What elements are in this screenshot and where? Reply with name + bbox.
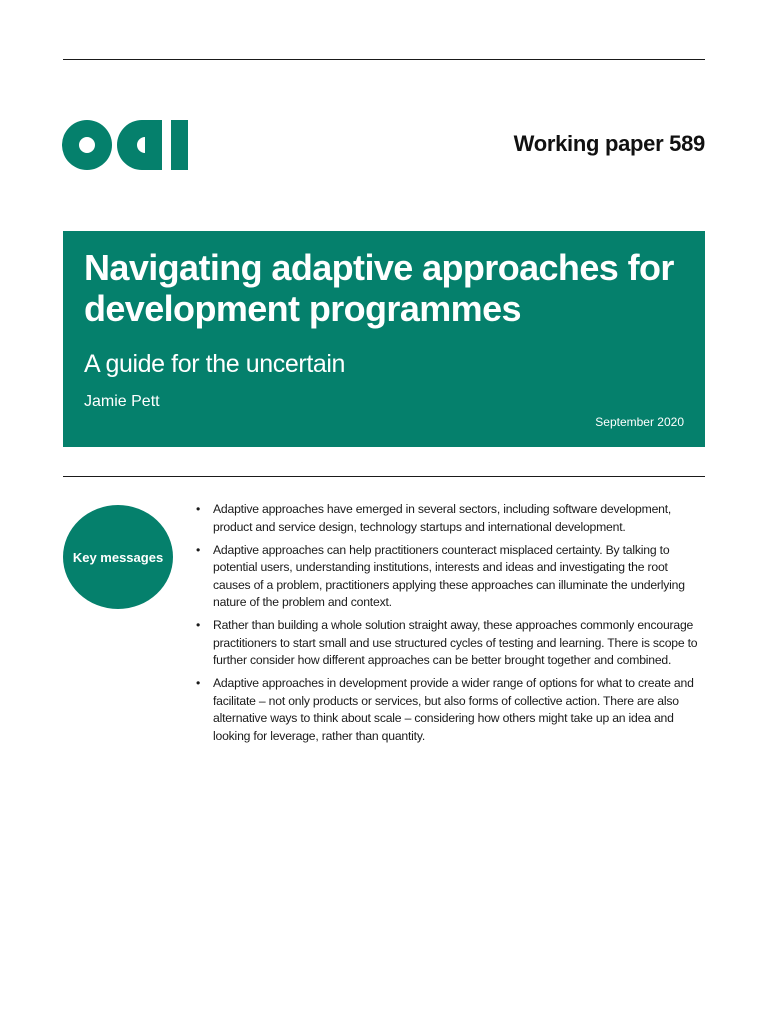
bullet-icon: • xyxy=(196,676,201,690)
top-divider xyxy=(63,59,705,60)
key-message-text: Rather than building a whole solution straight away, these approaches commonly encourage practitioners to start small and use structured cycles of testing and learning. There is scope to further consider how different approaches can be better brought together and combined. xyxy=(213,618,698,667)
key-message-text: Adaptive approaches in development provide a wider range of options for what to create and facilitate – not only products or services, but also forms of collective action. There are also alternative ways to think about scale – considering how others might take up an idea and looking for leverage, rather than quantity. xyxy=(213,676,694,743)
key-message-text: Adaptive approaches can help practitioners counteract misplaced certainty. By talking to potential users, understanding institutions, interests and ideas and investigating the root causes of a problem, practitioners applying these approaches can illuminate the underlying nature of the problem and context. xyxy=(213,542,685,609)
document-subtitle: A guide for the uncertain xyxy=(84,350,346,378)
working-paper-number: Working paper 589 xyxy=(513,131,705,156)
key-messages-badge: Key messages xyxy=(63,505,173,609)
title-banner xyxy=(63,231,705,447)
key-messages-list xyxy=(196,501,708,751)
bullet-icon: • xyxy=(196,618,201,632)
list-item xyxy=(196,501,708,536)
author-name: Jamie Pett xyxy=(84,393,160,410)
odi-logo-mark xyxy=(62,117,190,173)
section-divider xyxy=(63,476,705,477)
bullet-icon: • xyxy=(196,502,201,516)
document-title: Navigating adaptive approaches for development programmes xyxy=(84,247,674,329)
list-item xyxy=(196,617,708,670)
bullet-icon: • xyxy=(196,542,201,557)
list-item xyxy=(196,675,708,745)
key-message-text: Adaptive approaches have emerged in several sectors, including software development, product and service design, technology startups and international development. xyxy=(213,502,672,534)
publication-date: September 2020 xyxy=(595,415,684,429)
odi-logo xyxy=(62,117,190,173)
list-item xyxy=(196,542,708,612)
